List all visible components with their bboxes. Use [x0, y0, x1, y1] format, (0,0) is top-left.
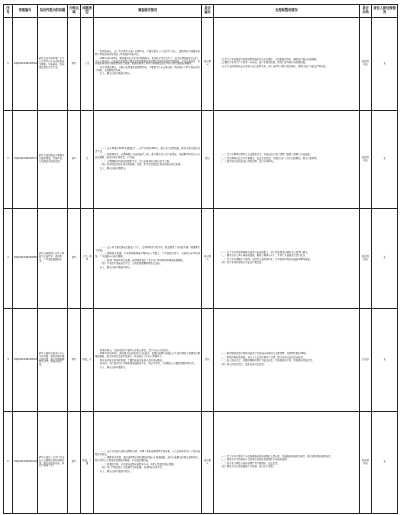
cell-verification-paragraph: （四）对厂区周边地下水监测井采样监测，各项指标未见异常。 [100, 466, 165, 470]
header-verification: 调查核实情况 [94, 5, 202, 18]
cell-verification-paragraph: （四）经对周边沟渠水质采样监测，氨氮、化学需氧量浓度超出地表水相关标准。 [100, 163, 183, 167]
cell-verification-paragraph: （三）养殖场配套消纳农田面积不足，粪污还田利用台账记录不完整。 [100, 159, 172, 163]
cell-no: 3 [4, 209, 13, 309]
cell-verification-paragraph: 综上，群众反映问题属实。 [100, 166, 128, 170]
cell-verification [94, 18, 202, 111]
header-type: 问题类型 [81, 5, 94, 18]
cell-verification-paragraph: 经调查核实，该厂位于鹤壁市某工业园区内，主要从事化工产品的生产加工，建设项目已按要求办理了环境影响评价及竣工环境保护验收手续。 [95, 50, 200, 57]
cell-area: 鹤壁 [68, 18, 81, 111]
cell-verification [94, 209, 202, 309]
cell-verification-paragraph: 综上，群众反映问题部分属实。 [100, 265, 133, 269]
cell-verification [94, 111, 202, 209]
cell-no: 5 [4, 412, 13, 514]
cell-handling-paragraph: （二）对养殖场违法行为立案调查，依法予以处罚，并督促其扩大粪污消纳面积，规范台账管理。 [220, 156, 319, 160]
cell-punish: 无 [372, 18, 398, 111]
cell-verification-paragraph: 经询问，沿岸部分村庄垃圾收集设施配备不足，清运不及时，个别群众存在随意倾倒垃圾行为。 [100, 362, 197, 366]
cell-issue: 鹤壁市某建材公司生产时粉尘污染严重，噪声扰民，厂区周边道路扬尘大。 [38, 209, 68, 309]
cell-verification-paragraph: 经走访周边群众，反映在夜间偶尔能闻到异味，主要集中在东南风向时。调查组在厂界下风向进行了嗅辨，未发现明显异味。 [95, 65, 200, 72]
cell-verification-paragraph: （一）该企业已建有危险废物暂存间，办理了危险废物管理计划备案，与有资质单位签订了危险废物处置协议。 [95, 449, 200, 456]
cell-type: 固废、土壤 [81, 412, 94, 514]
header-no: 序号 [4, 5, 13, 18]
cell-type: 大气 [81, 18, 94, 111]
cell-done: 阶段性办结 [360, 111, 372, 209]
cell-verification-paragraph: （一）该公司主要从事商品混凝土生产，已办理环评审批手续，配套建设了布袋除尘器、喷淋降尘等设施。 [95, 245, 200, 252]
header-punish: 责任人被处理情况 [372, 5, 398, 18]
cell-handling [214, 209, 360, 309]
cell-done: 阶段性办结 [360, 412, 372, 514]
header-done: 是否办结 [360, 5, 372, 18]
cell-punish: 无 [372, 209, 398, 309]
cell-verification-paragraph: （二）经现场检查，养殖场雨污分流设施不完善，部分雨水进入粪污收集池，导致雨季时粪污存在溢流现象，周边沟渠水体发黑，有异味。 [95, 153, 200, 160]
cell-area: 鹤壁 [68, 111, 81, 209]
cell-verification [94, 412, 202, 514]
cell-handling-paragraph: （三）对企业违规贮存危险废物行为立案调查，依法处罚。 [220, 461, 280, 465]
cell-handling-paragraph: （四）要求企业定期开展地下水监测，接受社会监督。 [220, 465, 276, 468]
cell-handling-paragraph: （二）增设垃圾收集设施，落实专人负责垃圾日产日清，建立河道常态化保洁机制。 [220, 355, 305, 359]
cell-done: 已办结 [360, 309, 372, 412]
cell-done: 阶段性办结 [360, 18, 372, 111]
cell-id: D2JS202106230093 [13, 309, 38, 412]
table-row [4, 309, 398, 412]
cell-verification-paragraph: （一）该养殖场于2015年建成投产，存栏生猪约1200头，建有粪污处理设施，配套干湿分离机及沼气池。 [95, 146, 200, 153]
cell-verdict: 属实 [202, 309, 214, 412]
cell-area: 鹤壁 [68, 309, 81, 412]
cell-handling-paragraph: （三）加大巡查力度，对随意倾倒垃圾行为依法查处，并加强宣传引导，提高群众环保意识。 [220, 359, 315, 362]
cell-handling-paragraph: （四）落实河长制责任，强化河道日常监管。 [220, 362, 266, 366]
cell-punish: 无 [372, 412, 398, 514]
cell-handling-paragraph: （四）对企业噪声超标行为依法立案处罚。 [220, 261, 264, 264]
cell-verdict: 属实 [202, 111, 214, 209]
cell-verification-paragraph: （三）经调阅台账，企业危险废物转移联单齐全，但贮存量超过规定期限。 [100, 462, 176, 466]
cell-id: D2JS202106230062 [13, 18, 38, 111]
cell-verdict: 部分属实 [202, 209, 214, 309]
cell-handling-paragraph: （一）责令养殖场立即停止违法排放行为，对溢流粪污进行清理，限期完善雨污分流设施。 [220, 153, 312, 157]
petition-table [3, 4, 398, 514]
cell-verification-paragraph: 综上，群众反映问题部分属实。 [100, 72, 133, 76]
cell-handling [214, 18, 360, 111]
header-issue: 信访件提出的问题 [38, 5, 68, 18]
cell-punish: 无 [372, 309, 398, 412]
cell-verification-paragraph: 经调查核实，反映河段位于城区与乡镇交界处，沿岸分布有多处村庄。 [100, 348, 172, 352]
cell-handling-paragraph: （一）责令企业对原料堆场全部进行封闭或覆盖，对厂区地面进行硬化并定期清扫洒水。 [220, 250, 310, 254]
table-header-row [4, 5, 398, 18]
cell-verification-paragraph: （二）现场检查发现，企业原料堆场部分物料未完全覆盖，厂区地面有积尘，车辆进出未严格冲洗，厂外道路存在扬尘现象。 [95, 252, 200, 259]
cell-verification-paragraph: 经对该河段水质采样监测，主要指标满足地表水水质目标要求。 [100, 358, 165, 362]
cell-handling [214, 412, 360, 514]
cell-verification [94, 309, 202, 412]
header-area: 行政区域 [68, 5, 81, 18]
table-row [4, 209, 398, 309]
cell-verification-paragraph: 综上，群众反映问题属实。 [100, 365, 128, 369]
cell-handling-paragraph: （二）要求企业完善车辆冲洗设施，确保车辆净车出厂，并对厂外道路进行清扫保洁。 [220, 254, 308, 257]
cell-type: 固废、水 [81, 309, 94, 412]
cell-verification-paragraph: 2021年6月24日，调查组对该企业进行现场检查，检查时企业正常生产，废气处理设施正常运行，生产车间密闭，有机废气经收集后通过活性炭吸附装置处理后经15米高排气筒排放。企业已委托第三方检测机构对废气排放情况进行监测，监测结果显示各项污染物排放浓度均符合相关排放标准要求。 [95, 56, 200, 66]
cell-handling-paragraph: （一）组织属地乡镇立即对河道沿岸及河道内垃圾进行全面清理，共清理垃圾约30吨。 [220, 352, 308, 355]
cell-issue: 鹤壁市洪江园区某厂在生产过程中存在向外排放废气现象，气味刺鼻，影响周边居民正常生活。 [38, 18, 68, 111]
cell-handling-paragraph: （三）责令企业调整生产时间，夜间禁止高噪声作业，并对高噪声设备加装隔声降噪设施。 [220, 257, 312, 261]
cell-handling-paragraph: （一）责令企业立即将厂外临时堆放的危险废物转入暂存间，对破损防渗层进行修复，规范张贴危险废物标识。 [220, 454, 333, 458]
cell-verification-paragraph: 综上，群众反映问题部分属实。 [100, 469, 133, 473]
cell-no: 1 [4, 18, 13, 111]
header-handling: 处理和整改情况 [214, 5, 360, 18]
cell-handling [214, 111, 360, 209]
cell-verification-paragraph: （三）经对厂界噪声进行监测，夜间噪声超出工业企业厂界环境噪声排放标准限值。 [100, 258, 185, 262]
cell-id: D2JS202106230104 [13, 412, 38, 514]
cell-issue: 鹤壁市某区河道沿岸存在生活垃圾、建筑垃圾乱堆乱放问题，部分垃圾被倾倒入河中，影响河道水质。 [38, 309, 68, 412]
header-verdict: 是否属实 [202, 5, 214, 18]
table-row [4, 18, 398, 111]
cell-issue: 鹤壁市某村附近养殖场粪污随意排放，臭味严重，污染周边沟渠和农田。 [38, 111, 68, 209]
cell-handling-paragraph: 一是责令企业加强废气收集处理设施的日常运行维护，定期更换活性炭，确保废气稳定达标排放。 [220, 57, 319, 61]
cell-no: 2 [4, 111, 13, 209]
cell-verification-paragraph: 2021年6月24日，调查组对该河段进行实地巡查，发现河道两岸局部存在生活垃圾和少量建筑垃圾堆放现象，部分垃圾已滑落至河道内，河道保洁工作存在薄弱环节。 [95, 352, 200, 359]
cell-verdict: 部分属实 [202, 412, 214, 514]
cell-handling [214, 309, 360, 412]
cell-handling-paragraph: （二）督促企业尽快委托有资质单位转移处置超期贮存的危险废物。 [220, 458, 289, 461]
cell-handling-paragraph: 三是市生态环境局将该企业纳入重点监管名单，加大夜间及节假日巡查频次，发现违法行为依法严肃查处。 [220, 64, 328, 68]
cell-type: 水 [81, 111, 94, 209]
cell-id: D2JS202106230085 [13, 209, 38, 309]
cell-issue: 鹤壁市某化工企业厂区内存在违规堆存危险废物问题，雨天渗滤液外流，担心污染地下水。 [38, 412, 68, 514]
cell-handling-paragraph: 二是要求企业对生产车间进一步密闭，减少无组织排放，增设厂界异味在线监测设施。 [220, 61, 308, 65]
table-row [4, 412, 398, 514]
cell-area: 鹤壁 [68, 209, 81, 309]
cell-no: 4 [4, 309, 13, 412]
cell-done: 阶段性办结 [360, 209, 372, 309]
cell-area: 鹤壁 [68, 412, 81, 514]
cell-handling-paragraph: （三）组织对污染沟渠进行清淤治理，恢复水体环境。 [220, 160, 276, 164]
cell-type: 大气、噪声 [81, 209, 94, 309]
cell-punish: 无 [372, 111, 398, 209]
cell-verification-paragraph: （四）企业除尘设施运行正常，有组织排放颗粒物浓度达标。 [100, 262, 163, 266]
cell-id: D2JS202106230071 [13, 111, 38, 209]
cell-verification-paragraph: （二）现场检查发现，危险废物暂存间地面防渗层存在局部破损，部分包装桶未按规范张贴标识，暂存间外有少量危险废物临时堆放，未采取防雨措施。 [95, 456, 200, 463]
table-row [4, 111, 398, 209]
header-id: 受理编号 [13, 5, 38, 18]
cell-verdict: 部分属实 [202, 18, 214, 111]
